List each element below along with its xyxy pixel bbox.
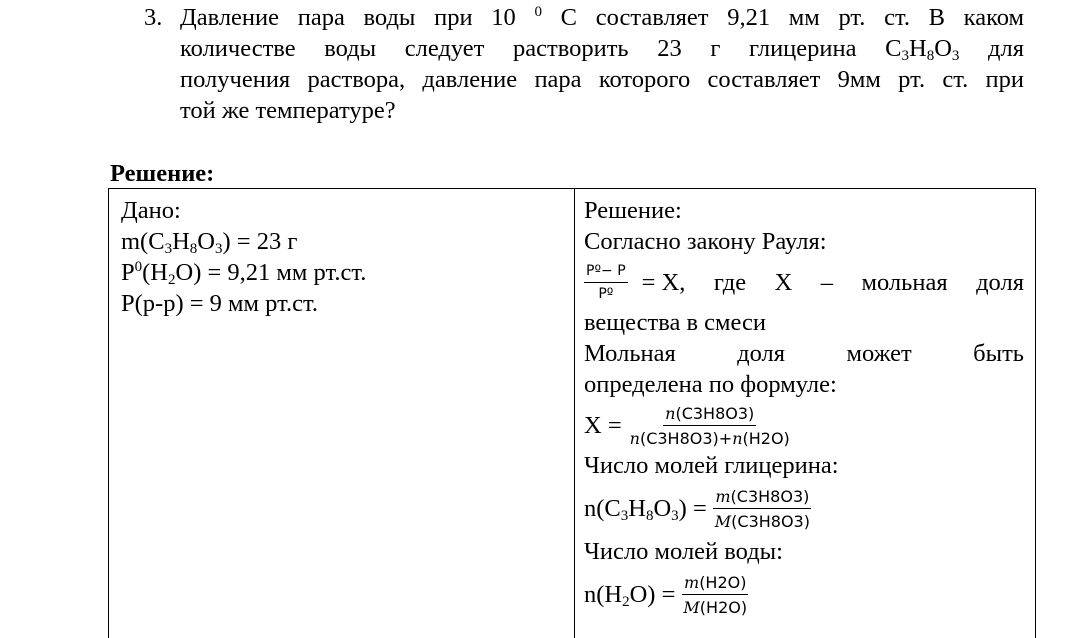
fraction-numerator: Pº− P	[584, 260, 628, 283]
problem-statement	[144, 2, 1024, 126]
mole-fraction-line-2: определена по формуле:	[584, 371, 837, 398]
text: P	[121, 259, 135, 286]
text: ) = 23 г	[222, 228, 298, 255]
var: M	[683, 598, 700, 617]
water-lhs	[584, 579, 675, 610]
text: H	[172, 228, 190, 255]
x-equation	[584, 400, 1024, 450]
raoult-equation	[584, 257, 1024, 307]
problem-line-1-b: С составляет 9,21 мм рт. ст. В каком	[560, 4, 1025, 31]
fraction-denominator	[628, 426, 792, 450]
x-eq-prefix: X =	[584, 411, 622, 439]
sub: 2	[168, 272, 176, 288]
text: H	[628, 495, 646, 522]
given-mass	[121, 226, 366, 257]
sub: 3	[620, 508, 629, 524]
text: ) =	[678, 495, 707, 522]
problem-line-3: получения раствора, давление пара которого составляет 9мм рт. ст. при	[180, 66, 1024, 93]
raoult-fraction	[584, 260, 628, 305]
var: m	[684, 573, 700, 592]
problem-text	[180, 2, 1024, 126]
text: O) = 9,21 мм рт.ст.	[175, 259, 367, 286]
word: доля	[737, 340, 786, 367]
sub: 3	[671, 508, 679, 524]
word: где	[713, 268, 747, 296]
glycerol-equation	[584, 481, 1024, 536]
word: доля	[976, 268, 1024, 296]
solution-column	[584, 195, 1024, 622]
glycerol-fraction	[713, 484, 812, 533]
text: (H2O)	[742, 428, 790, 448]
text: m(C	[121, 228, 165, 255]
problem-line-1	[180, 2, 1024, 33]
word: –	[820, 268, 834, 296]
word: X	[774, 268, 793, 296]
var: n	[629, 428, 640, 448]
var: n	[732, 428, 743, 448]
glycerol-lhs	[584, 493, 707, 524]
solution-heading: Решение:	[110, 160, 215, 187]
raoult-line-2: вещества в смеси	[584, 309, 767, 336]
sub: 8	[189, 241, 198, 257]
formula-h: Н	[908, 35, 927, 62]
sub: 3	[901, 48, 909, 64]
text: n(H	[584, 581, 623, 608]
fraction-denominator	[713, 509, 812, 533]
sub: 3	[214, 241, 223, 257]
word: может	[846, 340, 912, 367]
sub: 8	[645, 508, 654, 524]
var: n	[665, 403, 676, 423]
var: M	[714, 512, 732, 531]
text: O	[653, 495, 672, 522]
glycerol-label: Число молей глицерина:	[584, 452, 839, 479]
fraction-numerator	[713, 484, 811, 509]
solution-table	[108, 188, 1036, 638]
sup: 0	[134, 259, 143, 275]
text: (H	[142, 259, 168, 286]
given-title: Дано:	[121, 197, 181, 224]
sub: 8	[926, 48, 935, 64]
text: (C3H8O3)	[730, 487, 810, 506]
text: (C3H8O3)	[731, 512, 810, 531]
solution-title: Решение:	[584, 197, 682, 224]
word: = X,	[641, 268, 686, 296]
sub: 3	[951, 48, 960, 64]
raoult-line: Согласно закону Рауля:	[584, 228, 827, 255]
raoult-tail	[642, 267, 1024, 298]
problem-line-1-a: Давление пара воды при 10	[180, 4, 516, 31]
problem-line-2	[180, 33, 1024, 64]
var: m	[715, 487, 731, 506]
fraction-denominator	[681, 595, 749, 619]
text: O	[197, 228, 215, 255]
sub: 3	[164, 241, 173, 257]
text: (C3H8O3)	[675, 403, 755, 423]
fraction-numerator	[663, 401, 756, 426]
word: Мольная	[584, 340, 676, 367]
given-p-solution: P(р-р) = 9 мм рт.ст.	[121, 290, 318, 317]
text: (C3H8O3)+	[639, 428, 733, 448]
text: n(C	[584, 495, 621, 522]
water-label: Число молей воды:	[584, 538, 783, 565]
word: быть	[973, 340, 1024, 367]
problem-line-2-a: количестве воды следует растворить 23 г глицерина С	[180, 35, 902, 62]
text: (H2O)	[699, 573, 747, 592]
text: (H2O)	[699, 598, 748, 617]
mole-fraction-line	[584, 338, 1024, 369]
water-equation	[584, 567, 1024, 622]
problem-number: 3.	[144, 4, 163, 31]
x-fraction	[628, 401, 792, 450]
word: мольная	[861, 268, 948, 296]
formula-o: О	[934, 35, 952, 62]
sub: 2	[622, 594, 630, 610]
degree-sup: 0	[534, 4, 542, 20]
given-column	[121, 195, 366, 319]
fraction-numerator	[682, 570, 748, 595]
water-fraction	[681, 570, 749, 619]
text: O) =	[629, 581, 676, 608]
problem-line-2-b: для	[988, 35, 1024, 62]
problem-line-4: той же температуре?	[180, 97, 396, 124]
given-p0	[121, 257, 366, 288]
column-divider	[574, 189, 575, 638]
fraction-denominator: Pº	[598, 285, 614, 302]
